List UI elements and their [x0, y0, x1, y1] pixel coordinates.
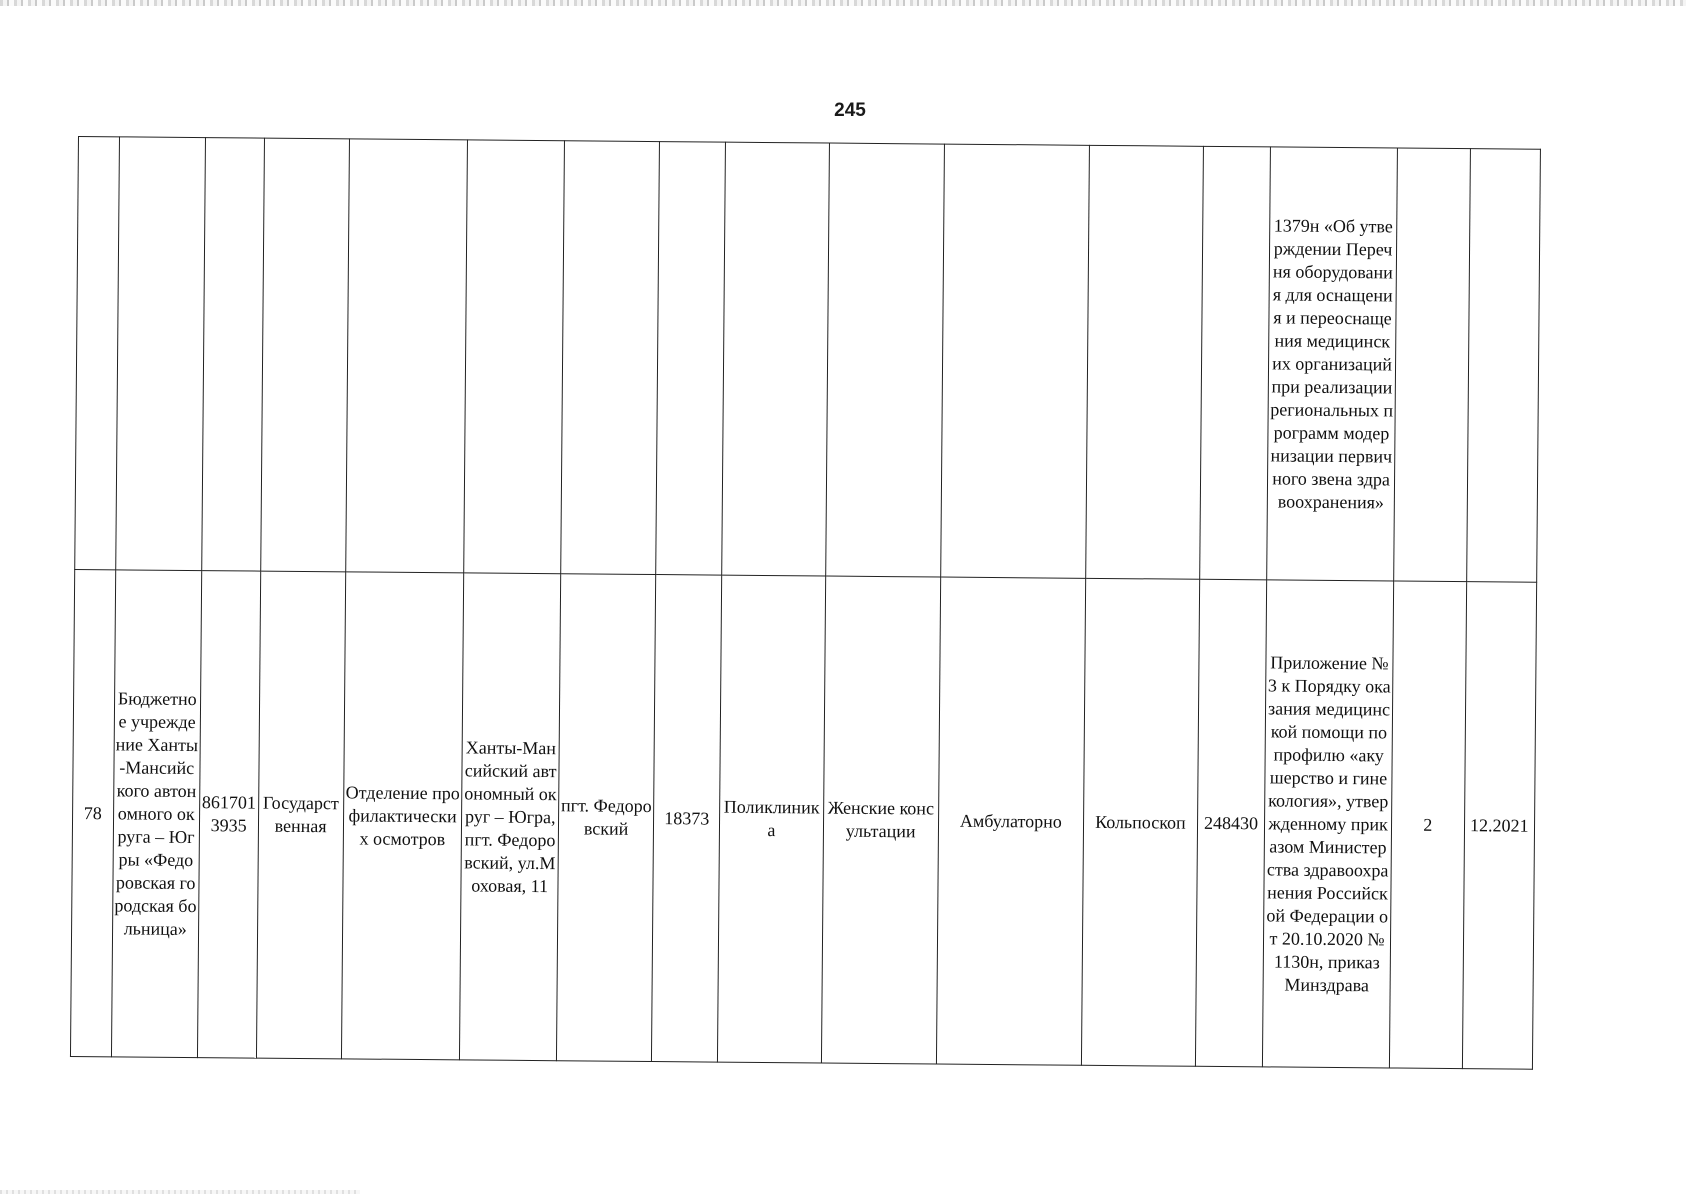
cell-empty: [1200, 146, 1271, 580]
cell-care-form: Амбулаторно: [936, 577, 1085, 1065]
cell-empty: [561, 141, 660, 575]
cell-department: Отделение профилактических осмотров: [341, 572, 464, 1060]
cell-empty: [464, 140, 565, 574]
cell-empty: [260, 138, 349, 572]
cell-empty: [656, 142, 726, 576]
cell-settlement: пгт. Федоровский: [557, 574, 656, 1062]
scan-edge-top: [0, 0, 1686, 6]
equipment-table: [70, 136, 1541, 1070]
cell-ownership: Государственная: [256, 571, 346, 1059]
cell-empty: [1466, 149, 1540, 583]
cell-row-number: 78: [70, 569, 115, 1056]
cell-address: Ханты-Мансийский автономный округ – Югра, пгт. Федоровский, ул.Моховая, 11: [460, 573, 561, 1061]
cell-population: 18373: [652, 575, 722, 1063]
document-table-wrapper: [70, 136, 1541, 1070]
cell-empty: [346, 139, 468, 573]
cell-unit-type: Женские консультации: [821, 576, 940, 1064]
continuation-row: [75, 137, 1541, 583]
scan-edge-bottom: [0, 1190, 360, 1194]
cell-facility-type: Поликлиника: [718, 575, 826, 1063]
page-number: 245: [834, 100, 866, 121]
cell-organization: Бюджетное учреждение Ханты-Мансийского автономного округа – Югры «Федоровская городская больница»: [111, 570, 202, 1058]
cell-empty: [825, 143, 944, 577]
cell-regulation-continued: [1267, 147, 1398, 581]
cell-empty: [202, 138, 264, 571]
cell-regulation: Приложение № 3 к Порядку оказания медицинской помощи по профилю «акушерство и гинекология», утвержденному приказом Министерства здравоохранения Российской Федерации от 20.10.2020 № 1130н, приказ Минздрава: [1263, 580, 1394, 1068]
table-row: [70, 569, 1536, 1069]
cell-equipment: Кольпоскоп: [1081, 578, 1199, 1066]
regulation-continued-text: 1379н «Об утверждении Перечня оборудования для оснащения и переоснащения медицинских организаций при реализации региональных программ модернизации первичного звена здравоохранения»: [1270, 214, 1394, 512]
cell-inn: 8617013935: [197, 571, 260, 1058]
cell-code: 248430: [1195, 579, 1266, 1067]
cell-empty: [1086, 145, 1204, 579]
cell-empty: [115, 137, 205, 571]
cell-empty: [722, 142, 829, 576]
cell-empty: [1394, 148, 1470, 582]
cell-empty: [75, 137, 119, 570]
cell-date: 12.2021: [1462, 582, 1537, 1070]
cell-empty: [941, 144, 1090, 578]
cell-quantity: 2: [1389, 581, 1466, 1069]
